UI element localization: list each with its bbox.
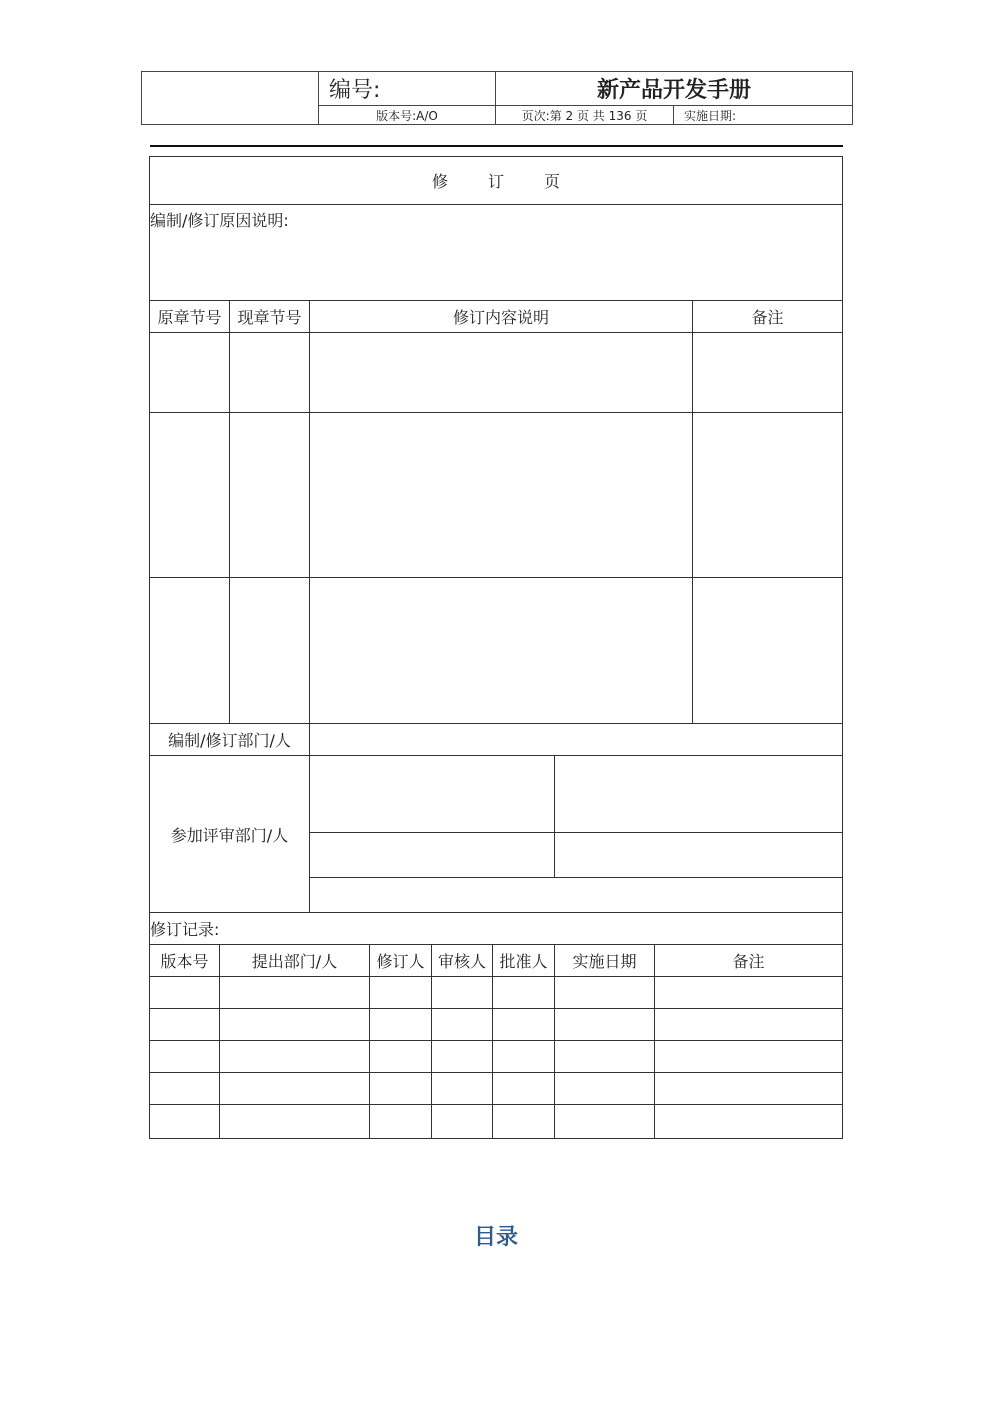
cell <box>370 1073 432 1105</box>
revision-page-title: 修订页 <box>150 157 843 205</box>
cell <box>432 1009 493 1041</box>
cell <box>230 413 310 578</box>
cell <box>150 977 220 1009</box>
col-remarks: 备注 <box>693 301 843 333</box>
cell <box>230 333 310 413</box>
cell <box>655 1073 843 1105</box>
cell <box>493 1105 555 1139</box>
cell <box>220 1009 370 1041</box>
cell <box>493 1073 555 1105</box>
cell <box>150 578 230 724</box>
cell <box>693 578 843 724</box>
record-row <box>150 1041 843 1073</box>
cell <box>310 578 693 724</box>
cell <box>432 977 493 1009</box>
revision-row <box>150 333 843 413</box>
cell <box>370 977 432 1009</box>
version-label: 版本号:A/O <box>319 106 496 125</box>
review-cell <box>310 833 555 878</box>
logo-area <box>142 72 319 125</box>
cell <box>230 578 310 724</box>
cell <box>150 1073 220 1105</box>
cell <box>310 333 693 413</box>
cell <box>150 1105 220 1139</box>
cell <box>220 1041 370 1073</box>
col-original-section: 原章节号 <box>150 301 230 333</box>
cell <box>655 1009 843 1041</box>
revision-reason-label: 编制/修订原因说明: <box>150 205 843 301</box>
cell <box>555 977 655 1009</box>
review-cell <box>310 878 843 913</box>
review-cell <box>555 756 843 833</box>
cell <box>432 1073 493 1105</box>
review-dept-label: 参加评审部门/人 <box>150 756 310 913</box>
cell <box>655 977 843 1009</box>
cell <box>220 1073 370 1105</box>
record-row <box>150 1009 843 1041</box>
revision-table <box>149 156 843 1139</box>
cell <box>150 413 230 578</box>
cell <box>655 1105 843 1139</box>
cell <box>370 1041 432 1073</box>
review-cell <box>310 756 555 833</box>
cell <box>493 1041 555 1073</box>
cell <box>432 1105 493 1139</box>
col-proposer: 提出部门/人 <box>220 945 370 977</box>
manual-title: 新产品开发手册 <box>496 72 853 106</box>
page-info: 页次:第 2 页 共 136 页 <box>496 106 674 125</box>
cell <box>310 413 693 578</box>
revision-record-label: 修订记录: <box>150 913 843 945</box>
cell <box>655 1041 843 1073</box>
dept-person-value <box>310 724 843 756</box>
cell <box>432 1041 493 1073</box>
cell <box>555 1105 655 1139</box>
cell <box>693 333 843 413</box>
col-version: 版本号 <box>150 945 220 977</box>
cell <box>555 1041 655 1073</box>
cell <box>370 1009 432 1041</box>
cell <box>220 1105 370 1139</box>
document-header <box>141 71 853 125</box>
revision-row <box>150 413 843 578</box>
cell <box>150 1009 220 1041</box>
cell <box>555 1009 655 1041</box>
cell <box>493 1009 555 1041</box>
cell <box>493 977 555 1009</box>
record-row <box>150 977 843 1009</box>
col-record-remarks: 备注 <box>655 945 843 977</box>
col-revision-description: 修订内容说明 <box>310 301 693 333</box>
record-row <box>150 1105 843 1139</box>
cell <box>370 1105 432 1139</box>
record-row <box>150 1073 843 1105</box>
dept-person-label: 编制/修订部门/人 <box>150 724 310 756</box>
col-auditor: 审核人 <box>432 945 493 977</box>
header-divider <box>150 145 843 147</box>
cell <box>555 1073 655 1105</box>
col-implementation-date: 实施日期 <box>555 945 655 977</box>
col-reviser: 修订人 <box>370 945 432 977</box>
cell <box>693 413 843 578</box>
toc-heading: 目录 <box>473 1225 518 1250</box>
implementation-date-label: 实施日期: <box>674 106 853 125</box>
document-number-label: 编号: <box>319 72 496 106</box>
cell <box>220 977 370 1009</box>
revision-row <box>150 578 843 724</box>
review-cell <box>555 833 843 878</box>
col-current-section: 现章节号 <box>230 301 310 333</box>
cell <box>150 333 230 413</box>
col-approver: 批准人 <box>493 945 555 977</box>
cell <box>150 1041 220 1073</box>
